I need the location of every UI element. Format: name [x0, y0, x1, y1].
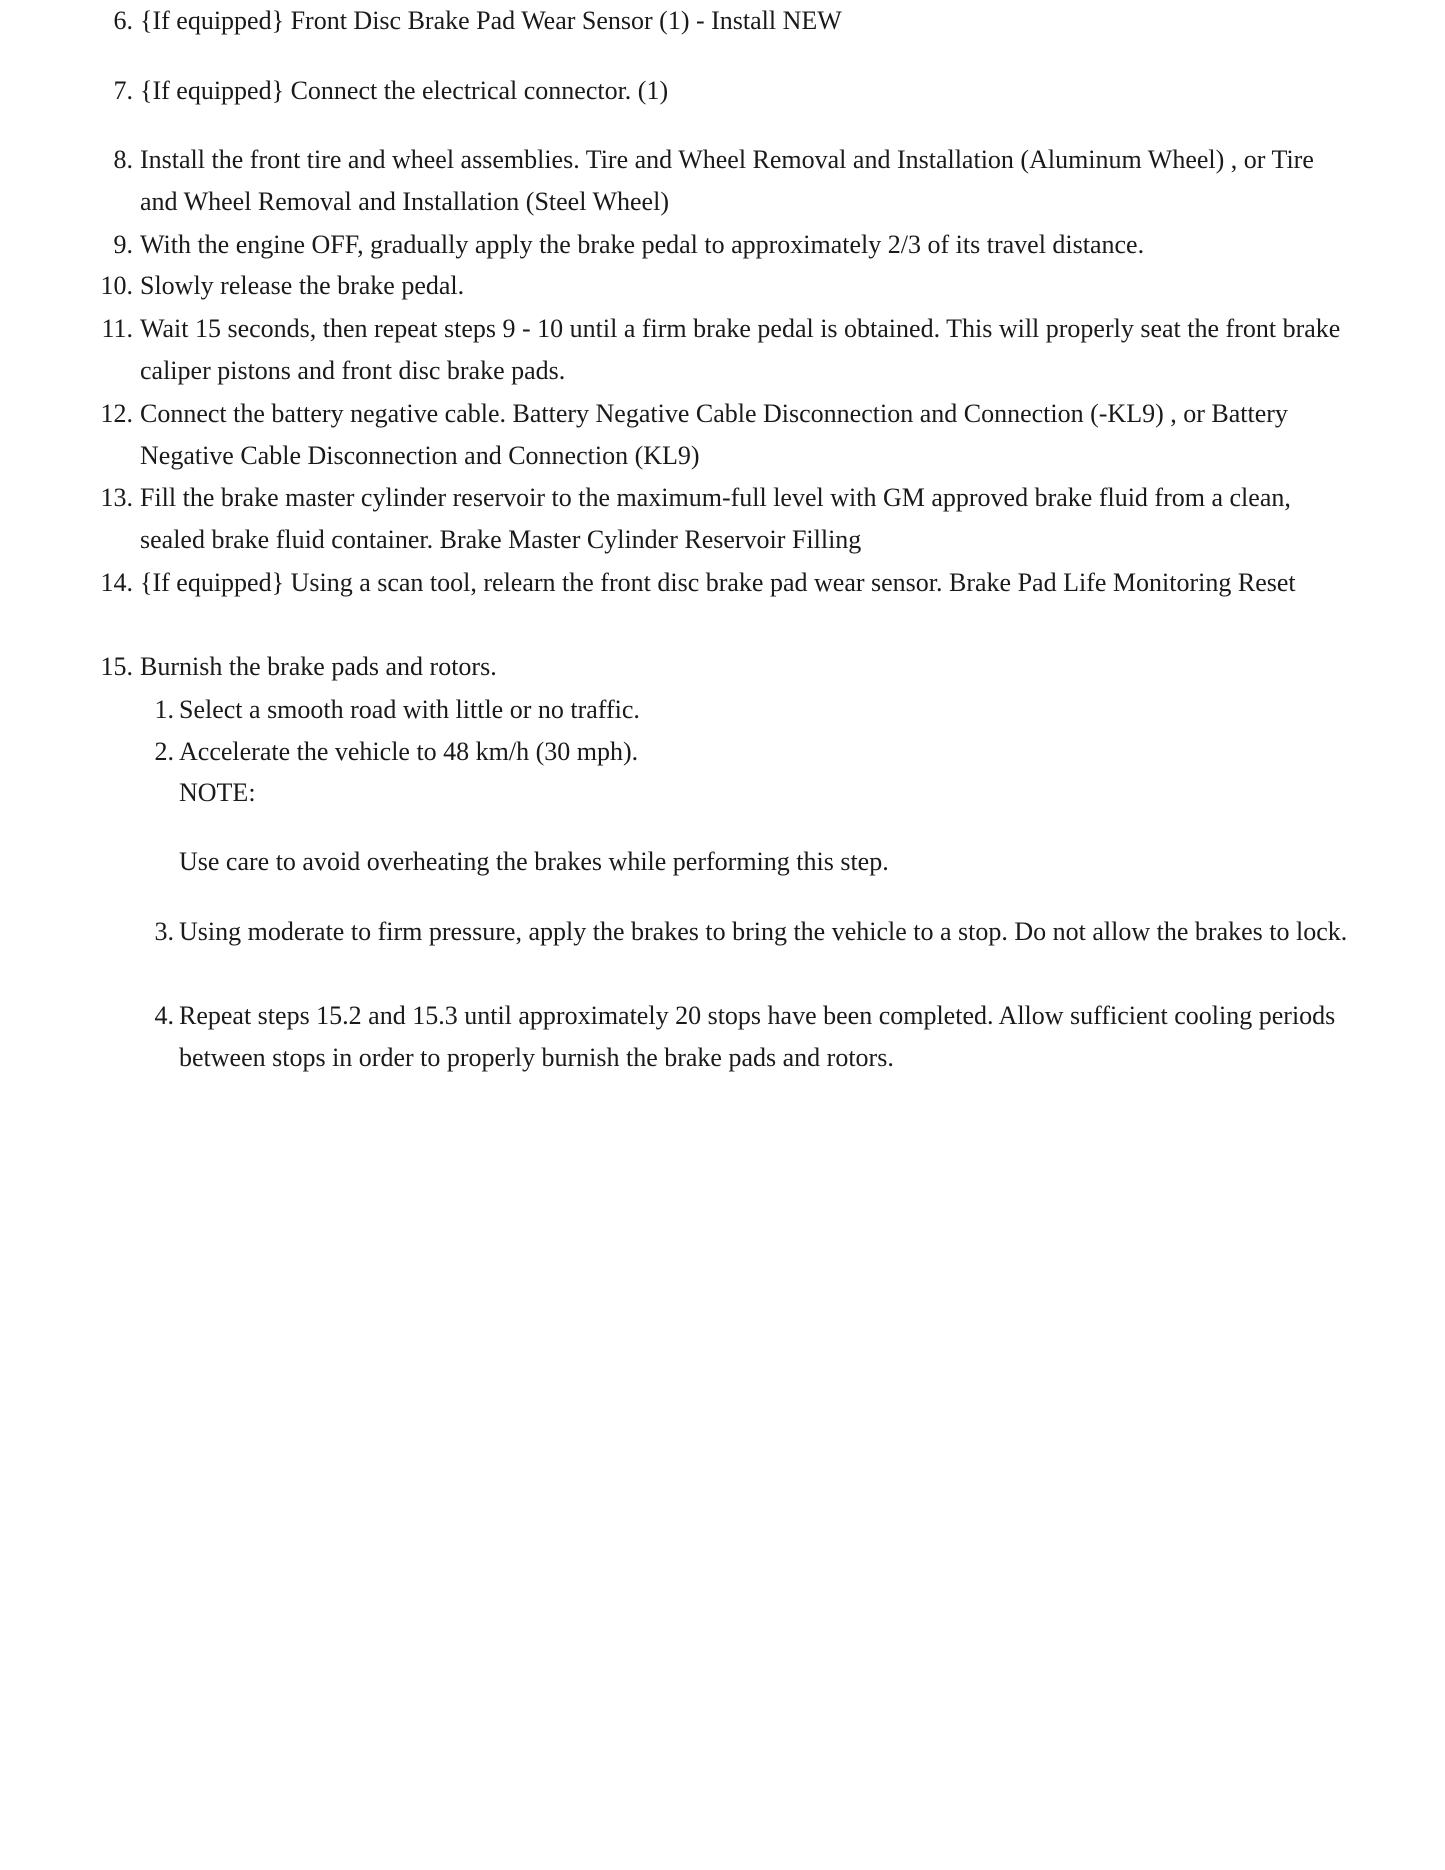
substep-text: Select a smooth road with little or no traffic. — [179, 695, 640, 724]
step-text: Slowly release the brake pedal. — [140, 271, 465, 300]
substep-number: 4. — [154, 1001, 174, 1030]
step-text: Wait 15 seconds, then repeat steps 9 - 10 until a firm brake pedal is obtained. This will properly seat the front brake caliper pistons and front disc brake pads. — [140, 314, 1341, 385]
note-label: NOTE: — [179, 778, 256, 807]
step-text: Burnish the brake pads and rotors. — [140, 652, 497, 681]
step-text: With the engine OFF, gradually apply the brake pedal to approximately 2/3 of its travel distance. — [140, 230, 1145, 259]
step-number: 10. — [100, 271, 133, 300]
step-text: {If equipped} Using a scan tool, relearn the front disc brake pad wear sensor. Brake Pad Life Monitoring Reset — [140, 568, 1296, 597]
step-number: 8. — [113, 145, 133, 174]
substep-number: 2. — [154, 737, 174, 766]
substep-text: Using moderate to firm pressure, apply the brakes to bring the vehicle to a stop. Do not allow the brakes to lock. — [179, 917, 1348, 946]
step-number: 12. — [100, 399, 133, 428]
step-number: 14. — [100, 568, 133, 597]
step-text: {If equipped} Connect the electrical connector. (1) — [140, 76, 669, 105]
substep-number: 3. — [154, 917, 174, 946]
step-text: Fill the brake master cylinder reservoir to the maximum-full level with GM approved brake fluid from a clean, sealed brake fluid container. Brake Master Cylinder Reservoir Filling — [140, 483, 1291, 554]
step-text: Connect the battery negative cable. Battery Negative Cable Disconnection and Connection (-KL9) , or Battery Negative Cable Disconnection and Connection (KL9) — [140, 399, 1288, 470]
step-number: 15. — [100, 652, 133, 681]
step-number: 7. — [113, 76, 133, 105]
substep-number: 1. — [154, 695, 174, 724]
substep-text: Accelerate the vehicle to 48 km/h (30 mph). — [179, 737, 639, 766]
step-number: 6. — [113, 6, 133, 35]
step-number: 11. — [101, 314, 133, 343]
step-number: 13. — [100, 483, 133, 512]
substep-text: Repeat steps 15.2 and 15.3 until approximately 20 stops have been completed. Allow sufficient cooling periods between stops in order to properly burnish the brake pads and rotors. — [179, 1001, 1336, 1072]
step-text: {If equipped} Front Disc Brake Pad Wear Sensor (1) - Install NEW — [140, 6, 842, 35]
step-text: Install the front tire and wheel assemblies. Tire and Wheel Removal and Installation (Aluminum Wheel) , or Tire and Wheel Removal and Installation (Steel Wheel) — [140, 145, 1314, 216]
step-number: 9. — [113, 230, 133, 259]
note-text: Use care to avoid overheating the brakes while performing this step. — [179, 847, 889, 876]
